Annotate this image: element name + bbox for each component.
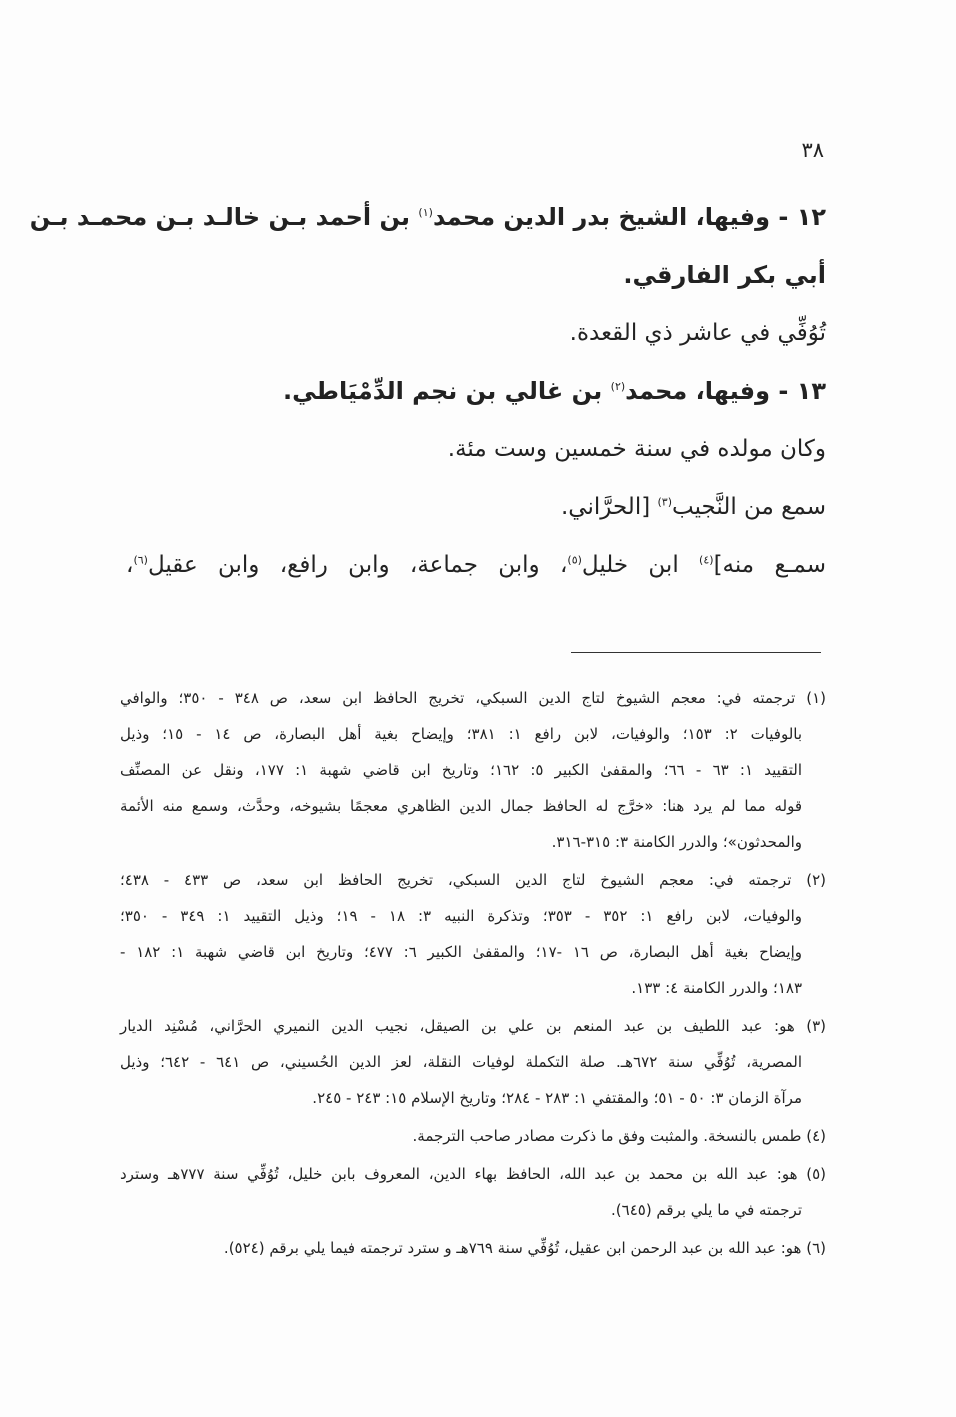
footnote-line: (٥) هو: عبد الله بن محمد بن عبد الله، الحافظ بهاء الدين، المعروف بابن خليل، تُوُفِّي سنة ٧٧٧هـ وسترد (120, 1165, 826, 1183)
entry-12-heading-line-2: أبي بكر الفارقي. (623, 261, 826, 289)
entry-13-heading (126, 362, 826, 420)
footnote-line: المصرية، تُوُفِّي سنة ٦٧٢هـ. صلة التكملة لوفيات النقلة، لعز الدين الحُسيني، ص ٦٤١ - ٦٤٢؛ وذيل (120, 1053, 802, 1071)
entry-12-text-b: بن أحمد بـن خالـد بـن محمـد بـن (29, 203, 419, 231)
footnote-ref-4[interactable]: (٤) (699, 553, 714, 567)
footnote-5 (120, 1156, 826, 1228)
footnote-line: (٦) هو: عبد الله بن عبد الرحمن ابن عقيل، تُوُفِّي سنة ٧٦٩هـ و سترد ترجمته فيما يلي برقم (٥٢٤). (223, 1239, 826, 1257)
footnote-line: (١) ترجمته في: معجم الشيوخ لتاج الدين السبكي، تخريج الحافظ ابن سعد، ص ٣٤٨ - ٣٥٠؛ والوافي (120, 689, 826, 707)
footnote-line: (٣) هو: عبد اللطيف بن عبد المنعم بن علي بن الصيقل، نجيب الدين النميري الحرَّاني، مُسْنِد الديار (120, 1017, 826, 1035)
footnote-4 (120, 1118, 826, 1154)
footnote-line: بالوفيات ٢: ١٥٣؛ والوفيات، لابن رافع ١: ٣٨١؛ وإيضاح بغية أهل البصارة، ص ١٤ - ١٥؛ وذيل (120, 725, 803, 743)
main-text (29, 188, 826, 594)
footnote-6 (120, 1230, 826, 1266)
footnote-line: وإيضاح بغية أهل البصارة، ص ١٦ -١٧؛ والمقفىٰ الكبير ٦: ٤٧٧؛ وتاريخ ابن قاضي شهبة ١: ١٨٢ - (120, 943, 802, 961)
footnote-line: (٤) طمس بالنسخة. والمثبت وفق ما ذكرت مصادر صاحب الترجمة. (412, 1127, 826, 1145)
footnote-line: ترجمته في ما يلي برقم (٦٤٥). (611, 1201, 802, 1219)
footnote-ref-1[interactable]: (١) (418, 206, 433, 219)
footnote-line: مرآة الزمان ٣: ٥٠ - ٥١؛ والمقتفي ١: ٢٨٣ - ٢٨٤؛ وتاريخ الإسلام ١٥: ٢٤٣ - ٢٤٥. (312, 1089, 802, 1107)
heard-by-text-a: سمـع منه] (713, 552, 826, 578)
footnotes (120, 680, 826, 1268)
footnote-line: التقييد ١: ٦٣ - ٦٦؛ والمقفىٰ الكبير ٥: ١٦٢؛ وتاريخ ابن قاضي شهبة ١: ١٧٧، ونقل عن المصنِّف (120, 761, 803, 779)
footnote-ref-3[interactable]: (٣) (657, 495, 673, 509)
footnote-line: ١٨٣؛ والدرر الكامنة ٤: ١٣٣. (631, 979, 802, 997)
entry-12-text-a: ١٢ - وفيها، الشيخ بدر الدين محمد (432, 203, 826, 231)
heard-from-text-a: سمع من النَّجيب (672, 494, 826, 520)
entry-13-heard-from (126, 478, 826, 536)
heard-from-text-b: [الحرَّاني. (561, 494, 658, 520)
heard-by-text-b: ابن خليل (581, 552, 700, 578)
footnote-1 (120, 680, 826, 860)
footnote-separator (571, 652, 821, 653)
footnote-line: والوفيات، لابن رافع ١: ٣٥٢ - ٣٥٣؛ وتذكرة النبيه ٣: ١٨ - ١٩؛ وذيل التقييد ١: ٣٤٩ - ٣٥٠؛ (120, 907, 803, 925)
entry-13-text-b: بن غالي بن نجم الدِّمْيَاطي. (283, 377, 611, 405)
footnote-ref-5[interactable]: (٥) (567, 553, 582, 567)
entry-12-heading-line-1 (29, 188, 826, 246)
entry-13-birth: وكان مولده في سنة خمسين وست مئة. (447, 436, 826, 462)
entry-13-heard-by (126, 536, 826, 594)
footnote-line: (٢) ترجمته في: معجم الشيوخ لتاج الدين السبكي، تخريج الحافظ ابن سعد، ص ٤٣٣ - ٤٣٨؛ (120, 871, 826, 889)
footnote-line: قوله مما لم يرد هنا: «خرَّج له الحافظ جمال الدين الظاهري معجمًا بشيوخه، وحدَّث، وسمع منه الأئمة (120, 797, 802, 815)
footnote-2 (120, 862, 826, 1006)
footnote-line: والمحدثون»؛ والدرر الكامنة ٣: ٣١٥-٣١٦. (551, 833, 802, 851)
heard-by-text-d: ، (126, 552, 134, 578)
footnote-3 (120, 1008, 826, 1116)
entry-13-text-a: ١٣ - وفيها، محمد (625, 377, 826, 405)
heard-by-text-c: ، وابن جماعة، وابن رافع، وابن عقيل (147, 552, 568, 578)
entry-12-death-date: تُوُفِّي في عاشر ذي القعدة. (569, 320, 826, 346)
page-number: ٣٨ (801, 138, 824, 162)
footnote-ref-2[interactable]: (٢) (610, 380, 626, 393)
footnote-ref-6[interactable]: (٦) (133, 553, 148, 567)
